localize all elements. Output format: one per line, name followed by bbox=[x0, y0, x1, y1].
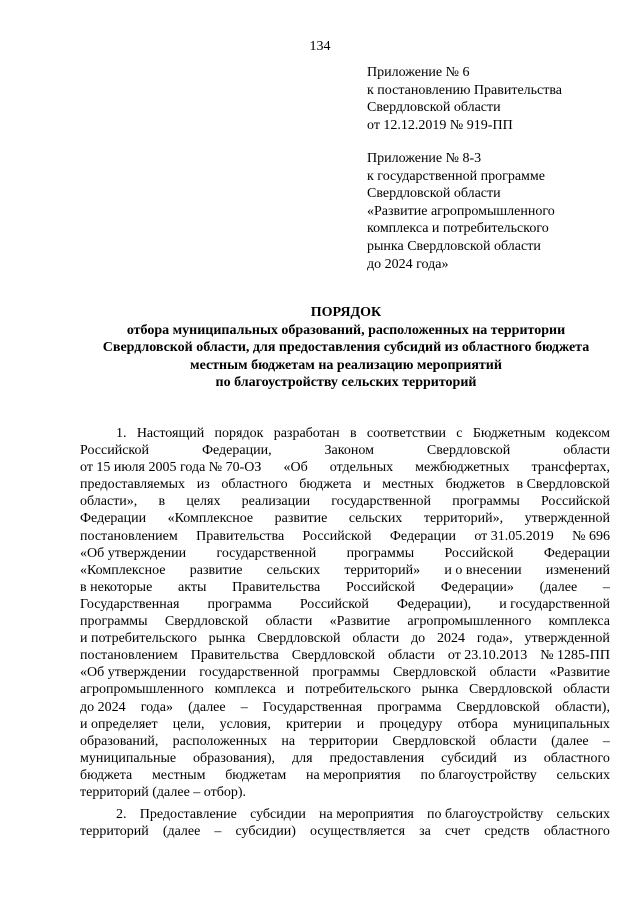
text-word: и государственной bbox=[499, 596, 610, 612]
text-word: Правительства bbox=[196, 528, 285, 544]
text-word: в bbox=[158, 494, 166, 510]
text-word: области bbox=[388, 648, 435, 664]
text-word: порядок bbox=[214, 426, 264, 441]
text-line bbox=[80, 459, 610, 476]
text-word: отдельных bbox=[329, 460, 394, 476]
text-word: муниципальных bbox=[513, 716, 610, 732]
text-word: трансфертах, bbox=[531, 460, 610, 476]
text-word: в некоторые bbox=[80, 579, 153, 595]
text-line bbox=[80, 579, 610, 596]
title-line: отбора муниципальных образований, расположенных на территории bbox=[126, 322, 566, 338]
text-word: бюджета bbox=[299, 477, 352, 493]
appendix-2-line: Приложение № 8-3 bbox=[367, 151, 482, 166]
text-word: с bbox=[456, 426, 463, 441]
text-word: Государственная bbox=[262, 699, 363, 715]
appendix-1-line: Приложение № 6 bbox=[367, 65, 470, 80]
text-word: цели, bbox=[172, 716, 205, 732]
text-word: областного bbox=[221, 477, 288, 493]
title-line: Свердловской области, для предоставления субсидий из областного бюджета bbox=[102, 340, 590, 356]
text-line bbox=[80, 528, 610, 545]
text-word: Правительства bbox=[232, 579, 321, 595]
text-word: территории bbox=[309, 733, 379, 749]
text-word: рынка bbox=[421, 682, 459, 698]
text-word: Российской bbox=[299, 596, 369, 612]
appendix-header-1 bbox=[367, 64, 617, 134]
text-word: сельских bbox=[556, 807, 610, 822]
text-word: и потребительского bbox=[80, 631, 197, 647]
text-word: сельских bbox=[556, 767, 610, 783]
text-word: реализации bbox=[241, 494, 311, 510]
text-word: областного bbox=[543, 824, 610, 840]
text-word: (далее bbox=[162, 824, 201, 840]
text-line bbox=[80, 596, 610, 613]
text-word: области bbox=[563, 443, 610, 459]
text-word: области bbox=[352, 631, 400, 647]
text-word: «Об bbox=[283, 460, 308, 476]
text-word: процедуру bbox=[379, 716, 443, 732]
text-word: разработан bbox=[273, 426, 340, 441]
text-word: кодексом bbox=[555, 426, 610, 441]
text-word: местных bbox=[382, 477, 434, 493]
text-word: области bbox=[265, 614, 313, 630]
text-line bbox=[80, 510, 610, 527]
title-line: по благоустройству сельских территорий bbox=[215, 375, 477, 391]
text-word: Законом bbox=[324, 443, 374, 459]
text-word: из bbox=[196, 477, 210, 493]
text-word: Российской bbox=[80, 443, 149, 459]
text-word: в bbox=[349, 426, 357, 441]
text-word: изменений bbox=[545, 562, 610, 578]
text-word: на мероприятия bbox=[305, 767, 401, 783]
text-word: для bbox=[291, 750, 313, 766]
text-word: развитие bbox=[189, 562, 243, 578]
text-word: Свердловской bbox=[456, 699, 540, 715]
text-word: Бюджетным bbox=[472, 426, 546, 441]
text-word: 2024 bbox=[437, 631, 466, 647]
text-word: «Комплексное bbox=[80, 562, 166, 578]
text-word: 1. bbox=[116, 426, 127, 441]
page-number: 134 bbox=[309, 39, 331, 54]
text-word: Федерации bbox=[543, 545, 610, 561]
text-word: территорий bbox=[80, 824, 149, 840]
text-word: образований, bbox=[80, 733, 159, 749]
text-line bbox=[80, 613, 610, 630]
text-line bbox=[80, 806, 610, 823]
document-title bbox=[70, 304, 622, 392]
text-word: и определяет bbox=[80, 716, 158, 732]
text-word: комплекса bbox=[548, 614, 610, 630]
text-word: – bbox=[240, 699, 248, 715]
text-word: и о внесении bbox=[444, 562, 522, 578]
text-word: Свердловской bbox=[392, 665, 477, 681]
text-word: (далее bbox=[188, 699, 226, 715]
appendix-2-line: Свердловской области bbox=[367, 186, 501, 202]
text-word: по благоустройству bbox=[420, 767, 537, 783]
text-word: Свердловской bbox=[164, 614, 249, 630]
text-word: 2. bbox=[116, 807, 127, 822]
paragraph-2 bbox=[80, 806, 610, 840]
text-word: территорий» bbox=[344, 562, 421, 578]
text-word: постановлением bbox=[80, 528, 178, 544]
text-word: Федерации), bbox=[396, 596, 472, 612]
text-word: постановлением bbox=[80, 648, 178, 664]
text-word: Государственная bbox=[80, 596, 180, 612]
text-word: территорий (далее – отбор). bbox=[80, 784, 246, 800]
text-line bbox=[80, 442, 610, 459]
text-word: развитие bbox=[274, 511, 328, 527]
text-word: условия, bbox=[219, 716, 271, 732]
text-word: Свердловской bbox=[257, 631, 341, 647]
text-word: счет bbox=[444, 824, 471, 840]
text-word: акты bbox=[178, 579, 207, 595]
text-word: Российской bbox=[346, 579, 415, 595]
text-word: утвержденной bbox=[524, 511, 610, 527]
text-word: – bbox=[602, 579, 610, 595]
text-word: области», bbox=[80, 494, 138, 510]
text-word: «Об утверждении bbox=[80, 665, 187, 681]
appendix-header-2 bbox=[367, 150, 617, 273]
text-word: Свердловской bbox=[392, 733, 476, 749]
text-word: рынка bbox=[208, 631, 246, 647]
appendix-2-line: к государственной программе bbox=[367, 168, 545, 184]
text-word: Российской bbox=[302, 528, 372, 544]
text-word: области), bbox=[555, 699, 610, 715]
appendix-2-line: рынка Свердловской области bbox=[367, 238, 541, 254]
text-word: и bbox=[363, 477, 371, 493]
title-line: ПОРЯДОК bbox=[310, 305, 382, 320]
text-line bbox=[80, 630, 610, 647]
text-word: области bbox=[490, 733, 537, 749]
text-line bbox=[80, 823, 610, 840]
text-word: территорий», bbox=[423, 511, 504, 527]
text-word: агропромышленного bbox=[80, 682, 204, 698]
appendix-2-line: комплекса и потребительского bbox=[367, 221, 549, 237]
text-word: от 31.05.2019 bbox=[474, 528, 554, 544]
text-word: программы bbox=[80, 614, 148, 630]
text-line bbox=[80, 562, 610, 579]
text-word: Предоставление bbox=[139, 807, 237, 822]
appendix-1-line: Свердловской области bbox=[367, 100, 501, 116]
text-word: потребительского bbox=[305, 682, 411, 698]
text-word: бюджетам bbox=[225, 767, 287, 783]
text-word: из bbox=[513, 750, 527, 766]
text-word: (далее bbox=[539, 579, 578, 595]
text-word: критерии bbox=[286, 716, 342, 732]
text-word: средств bbox=[484, 824, 530, 840]
text-line bbox=[80, 545, 610, 562]
text-word: и bbox=[286, 682, 295, 698]
text-word: образования), bbox=[193, 750, 276, 766]
text-word: государственной bbox=[216, 545, 317, 561]
appendix-1-line: от 12.12.2019 № 919-ПП bbox=[367, 117, 513, 133]
text-word: комплекса bbox=[214, 682, 276, 698]
appendix-2-line: «Развитие агропромышленного bbox=[367, 203, 555, 219]
text-word: местным bbox=[151, 767, 206, 783]
appendix-2-line: до 2024 года» bbox=[367, 256, 449, 272]
text-word: области bbox=[563, 682, 610, 698]
text-word: Российской bbox=[540, 494, 610, 510]
text-word: – bbox=[602, 733, 610, 749]
text-line bbox=[80, 699, 610, 716]
text-word: межбюджетных bbox=[415, 460, 510, 476]
text-word: муниципальные bbox=[80, 750, 177, 766]
text-word: агропромышленного bbox=[407, 614, 532, 630]
text-word: № 696 bbox=[572, 528, 610, 544]
text-word: расположенных bbox=[172, 733, 268, 749]
text-word: «Развитие bbox=[329, 614, 391, 630]
text-line bbox=[80, 425, 610, 442]
text-line bbox=[80, 647, 610, 664]
text-word: государственной bbox=[331, 494, 432, 510]
text-word: государственной bbox=[199, 665, 300, 681]
text-word: отбора bbox=[457, 716, 498, 732]
text-word: бюджетов bbox=[445, 477, 505, 493]
title-line: местным бюджетам на реализацию мероприятий bbox=[190, 357, 502, 373]
text-line bbox=[80, 493, 610, 510]
text-word: сельских bbox=[348, 511, 403, 527]
text-line bbox=[80, 733, 610, 750]
text-word: по благоустройству bbox=[427, 807, 544, 822]
text-word: Свердловской bbox=[426, 443, 511, 459]
text-word: области bbox=[489, 665, 537, 681]
text-word: до 2024 bbox=[80, 699, 126, 715]
text-word: за bbox=[419, 824, 431, 840]
text-word: (далее bbox=[551, 733, 589, 749]
text-word: осуществляется bbox=[310, 824, 406, 840]
text-word: Правительства bbox=[190, 648, 279, 664]
text-word: – bbox=[214, 824, 222, 840]
text-word: «Комплексное bbox=[167, 511, 254, 527]
text-word: «Об утверждении bbox=[80, 545, 187, 561]
text-word: на bbox=[281, 733, 296, 749]
text-line bbox=[80, 476, 610, 493]
text-word: № 1285-ПП bbox=[540, 648, 610, 664]
text-line bbox=[80, 716, 610, 733]
text-word: субсидии) bbox=[235, 824, 296, 840]
text-word: соответствии bbox=[366, 426, 446, 441]
text-word: субсидии bbox=[250, 807, 306, 822]
text-word: Федерации, bbox=[201, 443, 272, 459]
text-word: целях bbox=[186, 494, 221, 510]
text-word: до bbox=[411, 631, 426, 647]
text-word: субсидий bbox=[441, 750, 497, 766]
text-line bbox=[80, 681, 610, 698]
text-line bbox=[80, 767, 610, 784]
text-word: Федерации bbox=[80, 511, 147, 527]
text-word: и bbox=[356, 716, 365, 732]
text-word: программа bbox=[377, 699, 442, 715]
text-line bbox=[80, 664, 610, 681]
text-word: Федерации bbox=[389, 528, 456, 544]
text-word: Настоящий bbox=[136, 426, 205, 441]
text-word: Российской bbox=[444, 545, 514, 561]
text-word: от 23.10.2013 bbox=[447, 648, 528, 664]
paragraph-1 bbox=[80, 425, 610, 801]
text-word: года», bbox=[476, 631, 513, 647]
text-word: сельских bbox=[266, 562, 321, 578]
text-word: Свердловской bbox=[291, 648, 376, 664]
text-word: «Развитие bbox=[549, 665, 610, 681]
text-word: областного bbox=[543, 750, 610, 766]
text-word: предоставляемых bbox=[80, 477, 186, 493]
text-word: программа bbox=[207, 596, 272, 612]
text-word: Федерации» bbox=[440, 579, 514, 595]
appendix-1-line: к постановлению Правительства bbox=[367, 82, 563, 98]
text-word: программы bbox=[346, 545, 415, 561]
text-word: от 15 июля 2005 года № 70-ОЗ bbox=[80, 460, 262, 476]
text-word: утвержденной bbox=[524, 631, 610, 647]
text-word: программы bbox=[452, 494, 520, 510]
text-word: года» bbox=[140, 699, 174, 715]
text-word: предоставления bbox=[329, 750, 425, 766]
text-word: Свердловской bbox=[469, 682, 553, 698]
text-word: бюджета bbox=[80, 767, 133, 783]
text-word: на мероприятия bbox=[319, 807, 414, 822]
text-word: программы bbox=[312, 665, 380, 681]
text-word: в Свердловской bbox=[516, 477, 610, 493]
text-line bbox=[80, 750, 610, 767]
text-line bbox=[80, 784, 610, 801]
